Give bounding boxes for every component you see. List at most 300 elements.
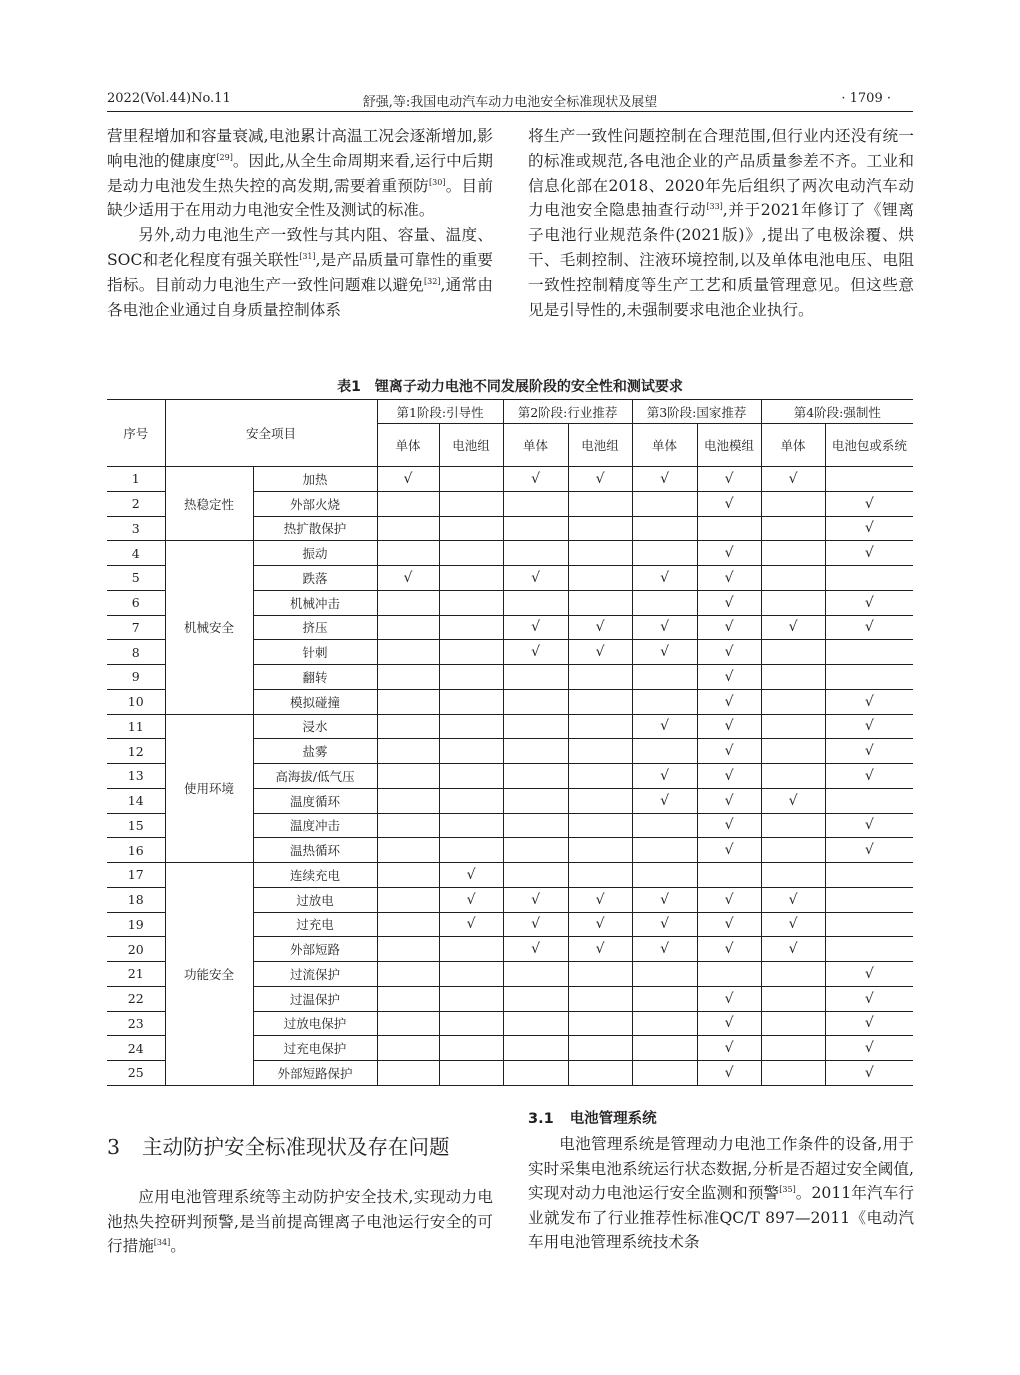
- empty-cell: [439, 615, 503, 640]
- empty-cell: [377, 813, 439, 838]
- subheader-cell: 电池包或系统: [825, 424, 913, 467]
- empty-cell: [503, 516, 568, 541]
- right-column: [528, 124, 914, 322]
- row-number: 15: [107, 813, 165, 838]
- empty-cell: [761, 838, 825, 863]
- item-cell: 浸水: [253, 714, 377, 739]
- empty-cell: [377, 1061, 439, 1086]
- empty-cell: [377, 962, 439, 987]
- empty-cell: [632, 1061, 697, 1086]
- empty-cell: [568, 962, 632, 987]
- check-mark-cell: √: [825, 491, 913, 516]
- empty-cell: [439, 590, 503, 615]
- item-cell: 外部短路: [253, 937, 377, 962]
- empty-cell: [761, 1036, 825, 1061]
- item-cell: 挤压: [253, 615, 377, 640]
- empty-cell: [439, 764, 503, 789]
- empty-cell: [439, 467, 503, 492]
- empty-cell: [439, 541, 503, 566]
- empty-cell: [377, 689, 439, 714]
- check-mark-cell: √: [632, 566, 697, 591]
- journal-issue: 2022(Vol.44)No.11: [107, 91, 231, 106]
- subheader-cell: 电池模组: [697, 424, 761, 467]
- subheader-cell: 单体: [377, 424, 439, 467]
- check-mark-cell: √: [632, 615, 697, 640]
- item-cell: 热扩散保护: [253, 516, 377, 541]
- item-cell: 过放电保护: [253, 1011, 377, 1036]
- row-number: 17: [107, 863, 165, 888]
- paragraph: 电池管理系统是管理动力电池工作条件的设备,用于实时采集电池系统运行状态数据,分析是否超过安全阈值,实现对动力电池运行安全监测和预警[35]。2011年汽车行业就发布了行业推荐性标准QC/T 897—2011《电动汽车用电池管理系统技术条: [528, 1135, 914, 1251]
- item-cell: 盐雾: [253, 739, 377, 764]
- empty-cell: [377, 1011, 439, 1036]
- check-mark-cell: √: [697, 714, 761, 739]
- empty-cell: [825, 863, 913, 888]
- check-mark-cell: √: [825, 590, 913, 615]
- empty-cell: [568, 1011, 632, 1036]
- check-mark-cell: √: [761, 887, 825, 912]
- empty-cell: [503, 714, 568, 739]
- citation[interactable]: [35]: [779, 1184, 796, 1194]
- item-cell: 加热: [253, 467, 377, 492]
- empty-cell: [761, 1061, 825, 1086]
- subheader-cell: 电池组: [439, 424, 503, 467]
- empty-cell: [761, 566, 825, 591]
- check-mark-cell: √: [825, 541, 913, 566]
- check-mark-cell: √: [697, 467, 761, 492]
- check-mark-cell: √: [439, 912, 503, 937]
- header-index: 序号: [107, 400, 165, 467]
- check-mark-cell: √: [697, 566, 761, 591]
- empty-cell: [503, 689, 568, 714]
- check-mark-cell: √: [697, 764, 761, 789]
- empty-cell: [825, 912, 913, 937]
- item-cell: 翻转: [253, 665, 377, 690]
- check-mark-cell: √: [761, 788, 825, 813]
- check-mark-cell: √: [503, 937, 568, 962]
- empty-cell: [377, 516, 439, 541]
- check-mark-cell: √: [761, 937, 825, 962]
- subheader-cell: 单体: [503, 424, 568, 467]
- check-mark-cell: √: [503, 912, 568, 937]
- header-item: 安全项目: [165, 400, 377, 467]
- stage-header: 第4阶段:强制性: [761, 400, 913, 424]
- check-mark-cell: √: [697, 590, 761, 615]
- empty-cell: [632, 541, 697, 566]
- empty-cell: [439, 739, 503, 764]
- item-cell: 机械冲击: [253, 590, 377, 615]
- check-mark-cell: √: [439, 863, 503, 888]
- check-mark-cell: √: [697, 640, 761, 665]
- item-cell: 温热循环: [253, 838, 377, 863]
- item-cell: 过放电: [253, 887, 377, 912]
- check-mark-cell: √: [632, 764, 697, 789]
- item-cell: 连续充电: [253, 863, 377, 888]
- check-mark-cell: √: [825, 813, 913, 838]
- empty-cell: [503, 986, 568, 1011]
- item-cell: 温度冲击: [253, 813, 377, 838]
- section-heading: [107, 1130, 450, 1160]
- category-cell: 使用环境: [165, 714, 253, 863]
- item-cell: 过充电: [253, 912, 377, 937]
- empty-cell: [503, 491, 568, 516]
- empty-cell: [632, 516, 697, 541]
- empty-cell: [632, 838, 697, 863]
- empty-cell: [632, 813, 697, 838]
- empty-cell: [632, 1011, 697, 1036]
- empty-cell: [761, 640, 825, 665]
- empty-cell: [503, 739, 568, 764]
- empty-cell: [377, 665, 439, 690]
- check-mark-cell: √: [632, 467, 697, 492]
- check-mark-cell: √: [632, 937, 697, 962]
- empty-cell: [632, 590, 697, 615]
- empty-cell: [568, 838, 632, 863]
- empty-cell: [761, 541, 825, 566]
- check-mark-cell: √: [697, 912, 761, 937]
- left-column: [107, 124, 493, 322]
- check-mark-cell: √: [503, 566, 568, 591]
- empty-cell: [761, 962, 825, 987]
- check-mark-cell: √: [697, 788, 761, 813]
- citation[interactable]: [33]: [706, 202, 723, 212]
- check-mark-cell: √: [632, 640, 697, 665]
- check-mark-cell: √: [825, 689, 913, 714]
- empty-cell: [568, 714, 632, 739]
- empty-cell: [632, 962, 697, 987]
- row-number: 1: [107, 467, 165, 492]
- item-cell: 模拟碰撞: [253, 689, 377, 714]
- row-number: 18: [107, 887, 165, 912]
- empty-cell: [503, 1036, 568, 1061]
- empty-cell: [825, 887, 913, 912]
- empty-cell: [439, 516, 503, 541]
- check-mark-cell: √: [697, 541, 761, 566]
- row-number: 12: [107, 739, 165, 764]
- check-mark-cell: √: [761, 912, 825, 937]
- empty-cell: [568, 1036, 632, 1061]
- row-number: 7: [107, 615, 165, 640]
- empty-cell: [503, 788, 568, 813]
- row-number: 4: [107, 541, 165, 566]
- check-mark-cell: √: [825, 1011, 913, 1036]
- empty-cell: [632, 739, 697, 764]
- empty-cell: [503, 590, 568, 615]
- row-number: 24: [107, 1036, 165, 1061]
- citation[interactable]: [30]: [429, 177, 446, 187]
- check-mark-cell: √: [632, 887, 697, 912]
- empty-cell: [377, 541, 439, 566]
- empty-cell: [568, 541, 632, 566]
- check-mark-cell: √: [377, 566, 439, 591]
- table-row: [107, 541, 913, 566]
- check-mark-cell: √: [568, 467, 632, 492]
- row-number: 6: [107, 590, 165, 615]
- empty-cell: [632, 1036, 697, 1061]
- row-number: 3: [107, 516, 165, 541]
- item-cell: 跌落: [253, 566, 377, 591]
- section-title: 主动防护安全标准现状及存在问题: [142, 1135, 450, 1159]
- check-mark-cell: √: [825, 962, 913, 987]
- check-mark-cell: √: [825, 714, 913, 739]
- empty-cell: [377, 590, 439, 615]
- subsection-title: 电池管理系统: [569, 1111, 657, 1127]
- row-number: 11: [107, 714, 165, 739]
- row-number: 13: [107, 764, 165, 789]
- empty-cell: [825, 937, 913, 962]
- category-cell: 机械安全: [165, 541, 253, 714]
- empty-cell: [568, 566, 632, 591]
- empty-cell: [568, 863, 632, 888]
- empty-cell: [632, 689, 697, 714]
- check-mark-cell: √: [825, 516, 913, 541]
- row-number: 5: [107, 566, 165, 591]
- empty-cell: [761, 863, 825, 888]
- check-mark-cell: √: [697, 887, 761, 912]
- empty-cell: [503, 1011, 568, 1036]
- running-header: [107, 88, 913, 112]
- empty-cell: [568, 764, 632, 789]
- item-cell: 过流保护: [253, 962, 377, 987]
- empty-cell: [377, 739, 439, 764]
- empty-cell: [377, 838, 439, 863]
- citation[interactable]: [31]: [299, 251, 316, 261]
- empty-cell: [761, 714, 825, 739]
- check-mark-cell: √: [697, 1036, 761, 1061]
- check-mark-cell: √: [568, 640, 632, 665]
- check-mark-cell: √: [697, 1061, 761, 1086]
- running-title: 舒强,等:我国电动汽车动力电池安全标准现状及展望: [362, 95, 658, 110]
- check-mark-cell: √: [568, 937, 632, 962]
- check-mark-cell: √: [697, 1011, 761, 1036]
- empty-cell: [825, 467, 913, 492]
- empty-cell: [503, 764, 568, 789]
- check-mark-cell: √: [697, 739, 761, 764]
- empty-cell: [439, 838, 503, 863]
- check-mark-cell: √: [697, 689, 761, 714]
- empty-cell: [503, 813, 568, 838]
- empty-cell: [439, 640, 503, 665]
- item-cell: 过温保护: [253, 986, 377, 1011]
- empty-cell: [439, 1011, 503, 1036]
- check-mark-cell: √: [503, 467, 568, 492]
- check-mark-cell: √: [825, 615, 913, 640]
- empty-cell: [632, 665, 697, 690]
- empty-cell: [761, 1011, 825, 1036]
- empty-cell: [697, 516, 761, 541]
- empty-cell: [377, 937, 439, 962]
- empty-cell: [825, 640, 913, 665]
- subheader-cell: 电池组: [568, 424, 632, 467]
- subheader-cell: 单体: [632, 424, 697, 467]
- row-number: 21: [107, 962, 165, 987]
- item-cell: 过充电保护: [253, 1036, 377, 1061]
- empty-cell: [377, 764, 439, 789]
- empty-cell: [568, 590, 632, 615]
- paragraph: 应用电池管理系统等主动防护安全技术,实现动力电池热失控研判预警,是当前提高锂离子电池运行安全的可行措施[34]。: [107, 1188, 493, 1255]
- check-mark-cell: √: [825, 739, 913, 764]
- subsection-body: [528, 1132, 914, 1255]
- empty-cell: [632, 863, 697, 888]
- empty-cell: [761, 665, 825, 690]
- empty-cell: [761, 590, 825, 615]
- category-cell: 热稳定性: [165, 467, 253, 541]
- item-cell: 振动: [253, 541, 377, 566]
- check-mark-cell: √: [377, 467, 439, 492]
- empty-cell: [568, 739, 632, 764]
- empty-cell: [377, 1036, 439, 1061]
- empty-cell: [761, 739, 825, 764]
- empty-cell: [377, 863, 439, 888]
- check-mark-cell: √: [503, 640, 568, 665]
- page-number: · 1709 ·: [841, 91, 891, 106]
- empty-cell: [439, 788, 503, 813]
- empty-cell: [825, 665, 913, 690]
- subsection-number: 3.1: [528, 1111, 554, 1127]
- check-mark-cell: √: [825, 838, 913, 863]
- empty-cell: [761, 689, 825, 714]
- empty-cell: [568, 788, 632, 813]
- row-number: 25: [107, 1061, 165, 1086]
- empty-cell: [825, 566, 913, 591]
- check-mark-cell: √: [697, 615, 761, 640]
- row-number: 23: [107, 1011, 165, 1036]
- subheader-cell: 单体: [761, 424, 825, 467]
- check-mark-cell: √: [632, 714, 697, 739]
- empty-cell: [439, 491, 503, 516]
- section-number: 3: [107, 1135, 121, 1159]
- empty-cell: [377, 615, 439, 640]
- empty-cell: [377, 986, 439, 1011]
- empty-cell: [439, 689, 503, 714]
- table-row: [107, 467, 913, 492]
- stage-header: 第1阶段:引导性: [377, 400, 503, 424]
- check-mark-cell: √: [697, 838, 761, 863]
- empty-cell: [377, 714, 439, 739]
- check-mark-cell: √: [697, 813, 761, 838]
- empty-cell: [503, 1061, 568, 1086]
- check-mark-cell: √: [761, 467, 825, 492]
- check-mark-cell: √: [568, 615, 632, 640]
- check-mark-cell: √: [761, 615, 825, 640]
- row-number: 2: [107, 491, 165, 516]
- check-mark-cell: √: [632, 912, 697, 937]
- check-mark-cell: √: [697, 665, 761, 690]
- check-mark-cell: √: [503, 887, 568, 912]
- check-mark-cell: √: [825, 1036, 913, 1061]
- item-cell: 外部火烧: [253, 491, 377, 516]
- empty-cell: [632, 986, 697, 1011]
- empty-cell: [439, 813, 503, 838]
- paragraph: 另外,动力电池生产一致性与其内阻、容量、温度、SOC和老化程度有强关联性[31],是产品质量可靠性的重要指标。目前动力电池生产一致性问题难以避免[32],通常由各电池企业通过自身质量控制体系: [107, 226, 493, 319]
- citation[interactable]: [34]: [153, 1237, 171, 1247]
- check-mark-cell: √: [568, 912, 632, 937]
- empty-cell: [568, 516, 632, 541]
- row-number: 10: [107, 689, 165, 714]
- empty-cell: [568, 1061, 632, 1086]
- empty-cell: [439, 962, 503, 987]
- safety-requirements-table: [107, 399, 913, 1086]
- empty-cell: [761, 516, 825, 541]
- check-mark-cell: √: [825, 764, 913, 789]
- check-mark-cell: √: [503, 615, 568, 640]
- empty-cell: [503, 962, 568, 987]
- check-mark-cell: √: [825, 1061, 913, 1086]
- row-number: 9: [107, 665, 165, 690]
- table-row: [107, 714, 913, 739]
- check-mark-cell: √: [825, 986, 913, 1011]
- item-cell: 外部短路保护: [253, 1061, 377, 1086]
- empty-cell: [377, 491, 439, 516]
- empty-cell: [439, 1036, 503, 1061]
- paragraph: 将生产一致性问题控制在合理范围,但行业内还没有统一的标准或规范,各电池企业的产品质量参差不齐。工业和信息化部在2018、2020年先后组织了两次电动汽车动力电池安全隐患抽查行动[33],并于2021年修订了《锂离子电池行业规范条件(2021版)》,提出了电极涂覆、烘干、毛刺控制、注液环境控制,以及单体电池电压、电阻一致性控制精度等生产工艺和质量管理意见。但这些意见是引导性的,未强制要求电池企业执行。: [528, 127, 914, 319]
- item-cell: 针刺: [253, 640, 377, 665]
- empty-cell: [439, 937, 503, 962]
- empty-cell: [761, 491, 825, 516]
- row-number: 22: [107, 986, 165, 1011]
- empty-cell: [761, 986, 825, 1011]
- subsection-heading: [528, 1107, 657, 1128]
- empty-cell: [568, 665, 632, 690]
- row-number: 8: [107, 640, 165, 665]
- empty-cell: [568, 491, 632, 516]
- empty-cell: [377, 640, 439, 665]
- table-row: [107, 863, 913, 888]
- row-number: 20: [107, 937, 165, 962]
- empty-cell: [761, 764, 825, 789]
- empty-cell: [503, 838, 568, 863]
- check-mark-cell: √: [439, 887, 503, 912]
- table-caption: 表1 锂离子动力电池不同发展阶段的安全性和测试要求: [337, 379, 683, 395]
- empty-cell: [439, 714, 503, 739]
- empty-cell: [439, 566, 503, 591]
- row-number: 19: [107, 912, 165, 937]
- empty-cell: [632, 491, 697, 516]
- empty-cell: [697, 962, 761, 987]
- check-mark-cell: √: [697, 986, 761, 1011]
- citation[interactable]: [32]: [424, 276, 441, 286]
- empty-cell: [825, 788, 913, 813]
- paragraph: 营里程增加和容量衰减,电池累计高温工况会逐渐增加,影响电池的健康度[29]。因此,从全生命周期来看,运行中后期是动力电池发生热失控的高发期,需要着重预防[30]。目前缺少适用于在用动力电池安全性及测试的标准。: [107, 127, 493, 220]
- empty-cell: [377, 912, 439, 937]
- empty-cell: [439, 665, 503, 690]
- section-body: [107, 1185, 493, 1259]
- citation[interactable]: [29]: [216, 152, 233, 162]
- check-mark-cell: √: [568, 887, 632, 912]
- empty-cell: [377, 887, 439, 912]
- empty-cell: [439, 986, 503, 1011]
- check-mark-cell: √: [632, 788, 697, 813]
- stage-header: 第3阶段:国家推荐: [632, 400, 761, 424]
- empty-cell: [439, 1061, 503, 1086]
- empty-cell: [503, 863, 568, 888]
- empty-cell: [377, 788, 439, 813]
- check-mark-cell: √: [697, 937, 761, 962]
- item-cell: 温度循环: [253, 788, 377, 813]
- row-number: 14: [107, 788, 165, 813]
- item-cell: 高海拔/低气压: [253, 764, 377, 789]
- row-number: 16: [107, 838, 165, 863]
- empty-cell: [568, 689, 632, 714]
- empty-cell: [761, 813, 825, 838]
- check-mark-cell: √: [697, 491, 761, 516]
- empty-cell: [568, 986, 632, 1011]
- category-cell: 功能安全: [165, 863, 253, 1086]
- empty-cell: [568, 813, 632, 838]
- stage-header: 第2阶段:行业推荐: [503, 400, 632, 424]
- empty-cell: [503, 665, 568, 690]
- empty-cell: [697, 863, 761, 888]
- empty-cell: [503, 541, 568, 566]
